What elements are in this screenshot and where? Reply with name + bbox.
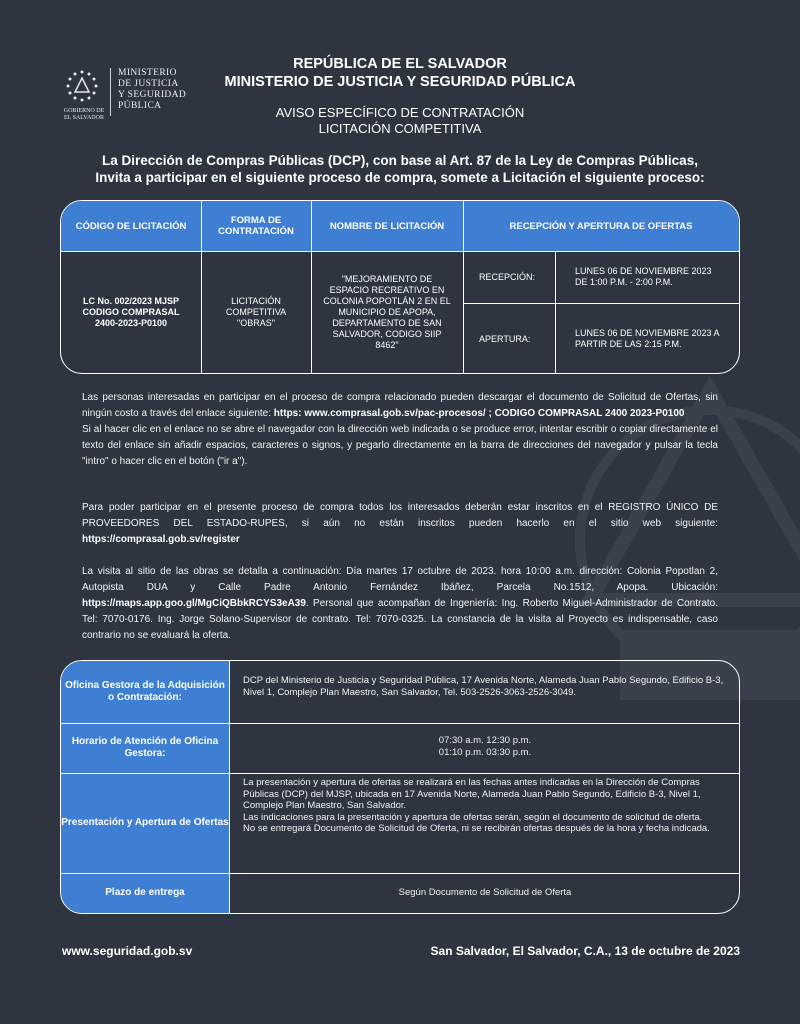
site-visit-details [82, 564, 718, 644]
codigo-value: LC No. 002/2023 MJSP CODIGO COMPRASAL 2400-2023-P0100 [82, 295, 180, 328]
download-instructions [82, 390, 718, 470]
comprasal-link[interactable]: https: www.comprasal.gob.sv/pac-procesos/ ; CODIGO COMPRASAL 2400 2023-P0100 [273, 408, 685, 419]
download-text: Las personas interesadas en participar en el proceso de compra relacionado pueden descargar el documento de Solicitud de Ofertas, sin ningún costo a través del enlace siguiente: [82, 392, 718, 419]
footer-website[interactable]: www.seguridad.gob.sv [62, 944, 193, 958]
header-ministry: MINISTERIO DE JUSTICIA Y SEGURIDAD PÚBLICA [224, 74, 576, 90]
tender-table [60, 200, 740, 374]
intro-text [40, 152, 760, 186]
seal-caption [60, 108, 108, 122]
ministry-name-line: Y SEGURIDAD [118, 90, 187, 100]
register-link[interactable]: https://comprasal.gob.sv/register [82, 534, 240, 545]
oficina-gestora-label: Oficina Gestora de la Adquisición o Contratación: [65, 680, 225, 703]
intro-line: La Dirección de Compras Públicas (DCP), con base al Art. 87 de la Ley de Compras Públicas, [102, 153, 698, 168]
ministry-name-line: PÚBLICA [118, 101, 162, 111]
seal-caption-line: EL SALVADOR [64, 115, 104, 121]
presentacion-label: Presentación y Apertura de Ofertas [61, 817, 229, 828]
horario-afternoon: 01:10 p.m. 03:30 p.m. [438, 746, 532, 758]
header-forma: FORMA DE CONTRATACIÓN [218, 215, 294, 237]
header-process-type: LICITACIÓN COMPETITIVA [318, 121, 482, 136]
ministry-name-line: MINISTERIO [118, 68, 177, 78]
horario-morning: 07:30 a.m. 12:30 p.m. [438, 735, 532, 746]
column-divider [463, 201, 464, 373]
office-info-table [60, 660, 740, 914]
plazo-value: Según Documento de Solicitud de Oferta [398, 887, 572, 898]
header-nombre: NOMBRE DE LICITACIÓN [329, 220, 445, 232]
logo-divider [110, 68, 111, 116]
nombre-value: "MEJORAMIENTO DE ESPACIO RECREATIVO EN COLONIA POPOTLÁN 2 EN EL MUNICIPIO DE APOPA, DEPARTAMENTO DE SAN SALVADOR, CODIGO SIIP 8462" [323, 273, 451, 350]
header-recepcion-apertura: RECEPCIÓN Y APERTURA DE OFERTAS [509, 220, 693, 232]
horario-label: Horario de Atención de Oficina Gestora: [71, 736, 219, 759]
oficina-gestora-value: DCP del Ministerio de Justicia y Seguridad Pública, 17 Avenida Norte, Alameda Juan Pablo Segundo, Edificio B-3, Nivel 1, Complejo Plan Maestro, San Salvador, Tel. 503-2526-3063-2526-3049. [243, 675, 724, 698]
recepcion-value: LUNES 06 DE NOVIEMBRE 2023 DE 1:00 P.M. - 2:00 P.M. [575, 266, 712, 287]
recepcion-label: RECEPCIÓN: [479, 271, 536, 282]
column-divider [555, 251, 556, 373]
site-visit-contacts: . Personal que acompañan de Ingeniería: Ing. Roberto Miguel-Administrador de Contrato. Tel: 7070-0176. Ing. Jorge Solano-Supervisor de contrato. Tel: 7070-0325. La constancia de la visita al Proyecto es indispensable, caso contrario no se evaluará la oferta. [82, 598, 718, 641]
header-codigo: CÓDIGO DE LICITACIÓN [75, 220, 187, 232]
presentacion-instructions: Las indicaciones para la presentación y apertura de ofertas serán, según el documento de solicitud de oferta. [243, 811, 703, 823]
maps-link[interactable]: https://maps.app.goo.gl/MgCiQBbkRCYS3eA39 [82, 598, 306, 609]
column-divider [311, 201, 312, 373]
plazo-label: Plazo de entrega [105, 887, 185, 898]
footer-place-date: San Salvador, El Salvador, C.A., 13 de octubre de 2023 [430, 944, 740, 958]
header-country: REPÚBLICA DE EL SALVADOR [293, 56, 507, 72]
column-divider [201, 201, 202, 373]
header-notice-type: AVISO ESPECÍFICO DE CONTRATACIÓN [275, 105, 525, 120]
presentacion-location: La presentación y apertura de ofertas se realizará en las fechas antes indicadas en la Dirección de Compras Públicas (DCP) del MJSP, ubicada en 17 Avenida Norte, Alameda Juan Pablo Segundo, Edificio B-3, Nivel 1, Complejo Plan Maestro, San Salvador. [243, 777, 701, 811]
horario-value [243, 735, 727, 758]
presentacion-value [243, 777, 727, 835]
link-help-text: Si al hacer clic en el enlace no se abre el navegador con la dirección web indicada o se produce error, intentar escribir o copiar directamente el texto del enlace sin añadir espacios, caracteres o signos, y pegarlo directamente en la barra de direcciones del navegador y pulsar la tecla "intro" o hacer clic en el botón ("ir a"). [82, 424, 718, 467]
ministry-name-line: DE JUSTICIA [118, 79, 179, 89]
registration-instructions [82, 500, 718, 548]
apertura-value: LUNES 06 DE NOVIEMBRE 2023 A PARTIR DE LAS 2:15 P.M. [575, 328, 720, 349]
site-visit-text: La visita al sitio de las obras se detalla a continuación: Día martes 17 octubre de 2023. hora 10:00 a.m. dirección: Colonia Popotlan 2, Autopista DUA y Calle Padre Antonio Fernández Ibáñez, Parcela No.1512, Apopa. Ubicación: [82, 566, 718, 593]
seal-caption-line: GOBIERNO DE [63, 108, 105, 114]
registration-text: Para poder participar en el presente proceso de compra todos los interesados deberán estar inscritos en el REGISTRO ÚNICO DE PROVEEDORES DEL ESTADO-RUPES, si aún no están inscritos pueden hacerlo en el sitio web siguiente: [82, 502, 718, 529]
intro-line: Invita a participar en el siguiente proceso de compra, somete a Licitación el siguiente proceso: [95, 170, 705, 185]
forma-value: LICITACIÓN COMPETITIVA "OBRAS" [225, 295, 287, 328]
column-divider [229, 661, 230, 913]
ministry-logo [60, 66, 190, 122]
presentacion-warning: No se entregará Documento de Solicitud de Oferta, ni se recibirán ofertas después de la hora y fecha indicada. [243, 823, 710, 834]
apertura-label: APERTURA: [479, 333, 531, 344]
